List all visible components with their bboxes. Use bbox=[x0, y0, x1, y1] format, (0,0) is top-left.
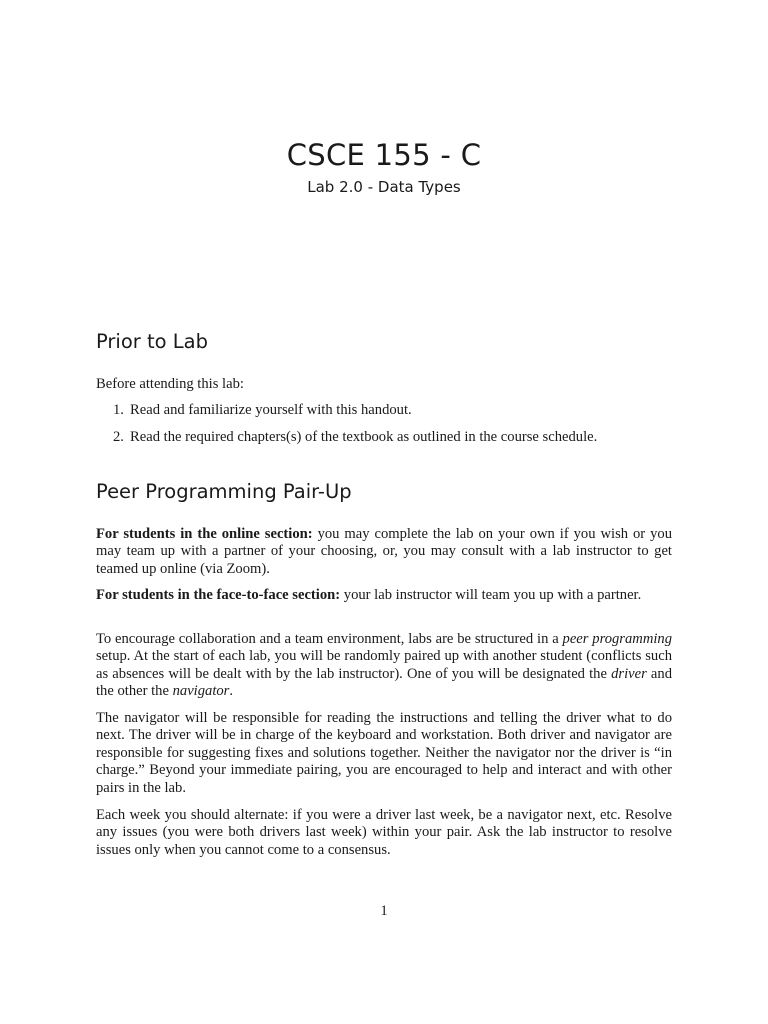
face-to-face-text: your lab instructor will team you up with a partner. bbox=[340, 587, 642, 603]
online-section-paragraph bbox=[96, 526, 672, 578]
prior-to-lab-intro: Before attending this lab: bbox=[96, 376, 244, 392]
alternate-paragraph: Each week you should alternate: if you were a driver last week, be a navigator next, etc. Resolve any issues (you were both drivers last week) within your pair. Ask the lab instructor to resolve issues only when you cannot come to a consensus. bbox=[96, 807, 672, 858]
section-heading-prior-to-lab: Prior to Lab bbox=[96, 330, 208, 353]
peer-programming-term: peer programming bbox=[562, 631, 673, 647]
list-item-number: 2. bbox=[113, 429, 124, 445]
navigator-term: navigator bbox=[172, 683, 230, 700]
page-number: 1 bbox=[380, 903, 388, 919]
face-to-face-paragraph bbox=[96, 587, 672, 604]
list-item-text: Read the required chapters(s) of the textbook as outlined in the course schedule. bbox=[130, 429, 598, 445]
online-section-text: you may complete the lab on your own if you wish or you may team up with a partner of your choosing, or, you may consult with a lab instructor to get teamed up online (via Zoom). bbox=[96, 526, 672, 577]
list-item bbox=[96, 429, 706, 446]
document-page bbox=[96, 0, 672, 1024]
list-item bbox=[96, 402, 706, 419]
face-to-face-label: For students in the face-to-face section: bbox=[96, 587, 341, 603]
list-item-number: 1. bbox=[113, 402, 124, 418]
section-heading-peer-programming: Peer Programming Pair-Up bbox=[96, 480, 352, 503]
collaboration-text-3: and the other the bbox=[96, 665, 672, 700]
document-title: CSCE 155 - C bbox=[286, 138, 482, 172]
roles-paragraph: The navigator will be responsible for reading the instructions and telling the driver what to do next. The driver will be in charge of the keyboard and workstation. Both driver and navigator are responsible for suggesting fixes and solutions together. Neither the navigator nor the driver is “in charge.” Beyond your immediate pairing, you are encouraged to help and interact and with other pairs in the lab. bbox=[96, 710, 672, 796]
collaboration-text-2: setup. At the start of each lab, you will be randomly paired up with another student (conflicts such as absences will be dealt with by the lab instructor). One of you will be designated the bbox=[96, 648, 672, 682]
document-subtitle: Lab 2.0 - Data Types bbox=[307, 178, 461, 196]
online-section-label: For students in the online section: bbox=[96, 526, 313, 542]
driver-term: driver bbox=[611, 665, 647, 682]
collaboration-text-1: To encourage collaboration and a team environment, labs are be structured in a bbox=[96, 631, 563, 647]
list-item-text: Read and familiarize yourself with this handout. bbox=[130, 402, 412, 418]
collaboration-text-4: . bbox=[229, 683, 234, 700]
collaboration-paragraph bbox=[96, 631, 672, 701]
